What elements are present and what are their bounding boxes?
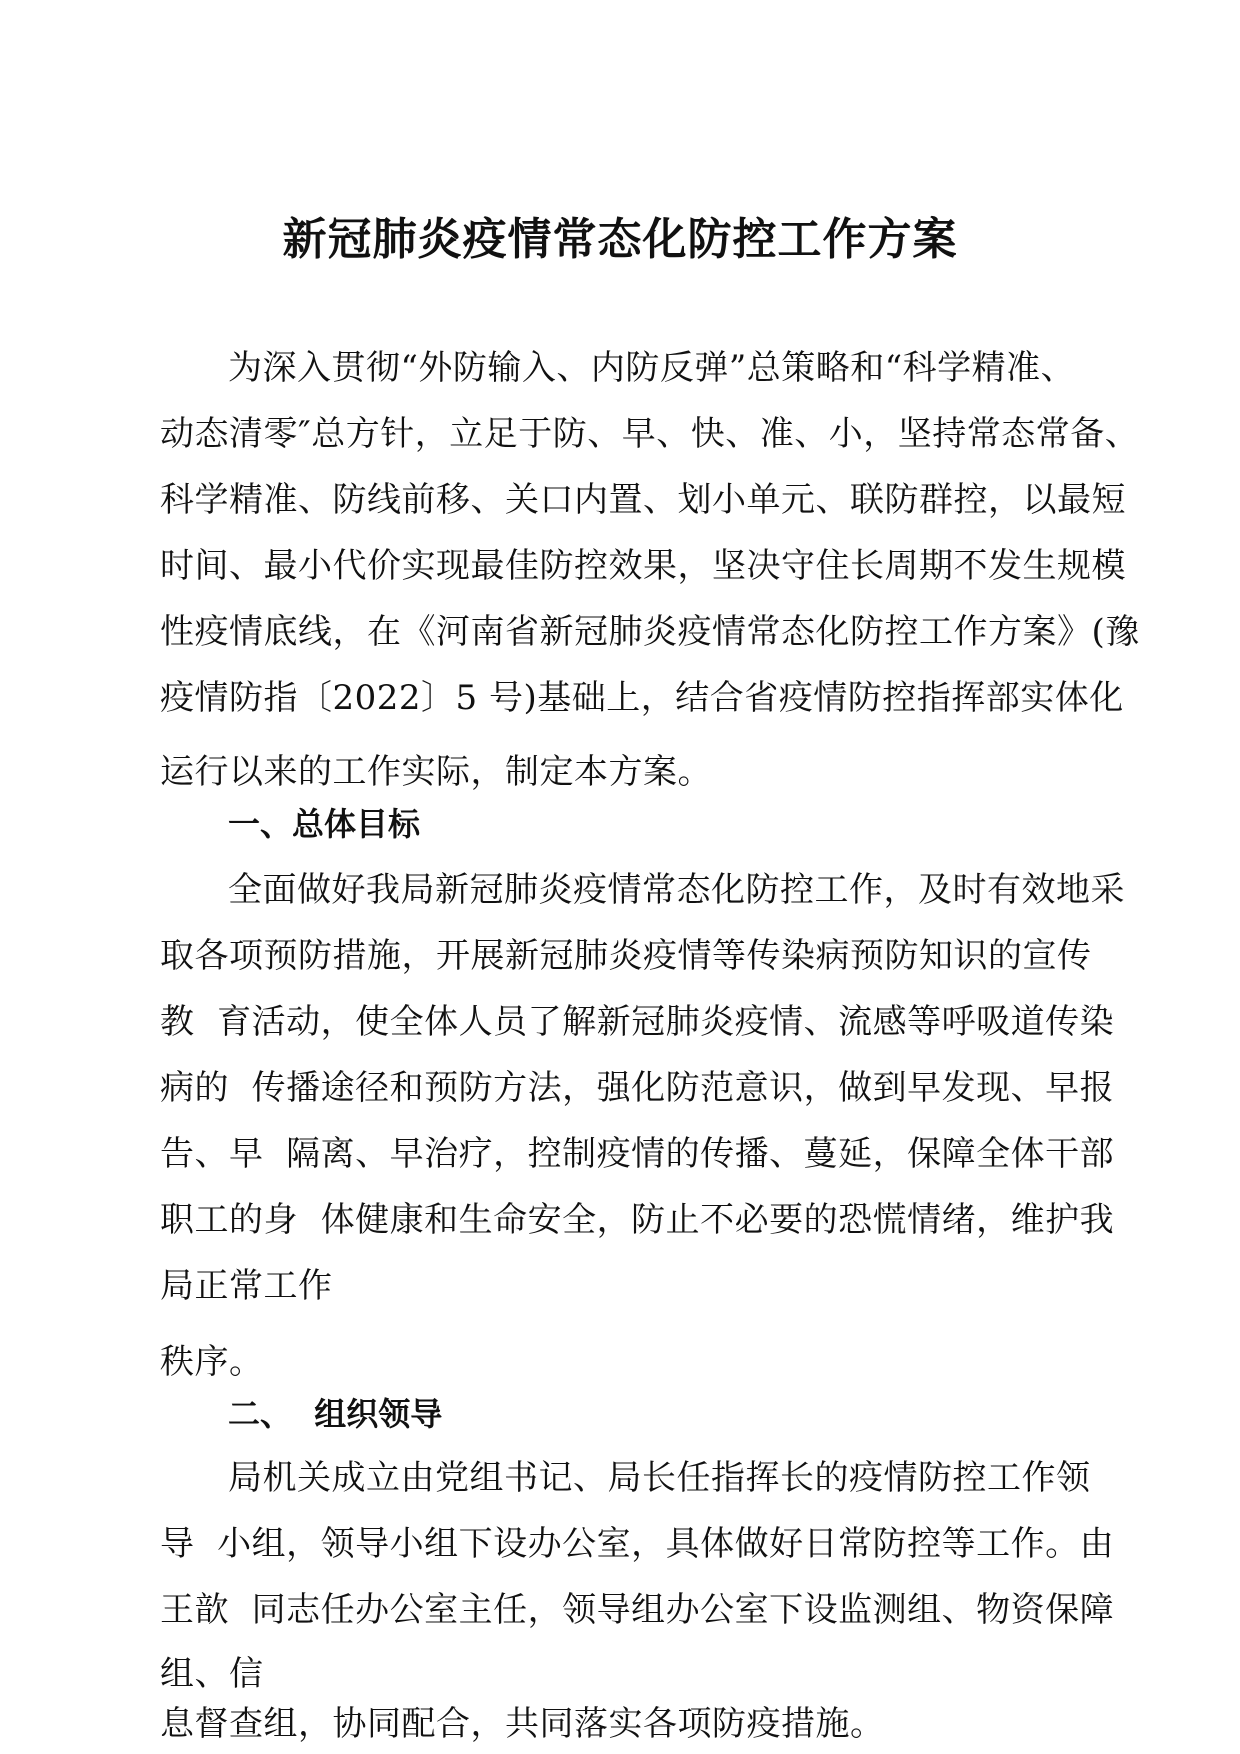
section-heading-overall-goal: 一、总体目标	[228, 805, 421, 843]
intro-line: 科学精准、防线前移、关口内置、划小单元、联防群控，以最短	[160, 480, 1126, 520]
section1-line: 职工的身 体健康和生命安全，防止不必要的恐慌情绪，维护我	[160, 1200, 1115, 1240]
section1-line: 病的 传播途径和预防方法，强化防范意识，做到早发现、早报	[160, 1068, 1115, 1108]
intro-line: 运行以来的工作实际，制定本方案。	[160, 752, 712, 792]
section1-line: 秩序。	[160, 1342, 264, 1382]
section1-line: 局正常工作	[160, 1266, 333, 1306]
intro-line: 为深入贯彻“外防输入、内防反弹”总策略和“科学精准、	[228, 348, 1076, 388]
section2-line: 息督查组，协同配合，共同落实各项防疫措施。	[160, 1704, 885, 1744]
section1-line: 告、早 隔离、早治疗，控制疫情的传播、蔓延，保障全体干部	[160, 1134, 1115, 1174]
section1-line: 全面做好我局新冠肺炎疫情常态化防控工作，及时有效地采	[228, 870, 1125, 910]
section2-line: 局机关成立由党组书记、局长任指挥长的疫情防控工作领	[228, 1458, 1091, 1498]
intro-line: 时间、最小代价实现最佳防控效果，坚决守住长周期不发生规模	[160, 546, 1126, 586]
intro-line: 疫情防指〔2022〕5 号)基础上，结合省疫情防控指挥部实体化	[160, 678, 1124, 718]
section-heading-organization: 二、 组织领导	[228, 1395, 443, 1433]
section2-line: 王歆 同志任办公室主任，领导组办公室下设监测组、物资保障	[160, 1590, 1115, 1630]
section2-line: 组、信	[160, 1654, 264, 1694]
section2-line: 导 小组，领导小组下设办公室，具体做好日常防控等工作。由	[160, 1524, 1115, 1564]
section1-line: 取各项预防措施，开展新冠肺炎疫情等传染病预防知识的宣传	[160, 936, 1092, 976]
intro-line: 动态清零″总方针，立足于防、早、快、准、小，坚持常态常备、	[160, 414, 1140, 454]
intro-line: 性疫情底线，在《河南省新冠肺炎疫情常态化防控工作方案》(豫	[160, 612, 1140, 652]
section1-line: 教 育活动，使全体人员了解新冠肺炎疫情、流感等呼吸道传染	[160, 1002, 1115, 1042]
document-title: 新冠肺炎疫情常态化防控工作方案	[282, 214, 958, 265]
